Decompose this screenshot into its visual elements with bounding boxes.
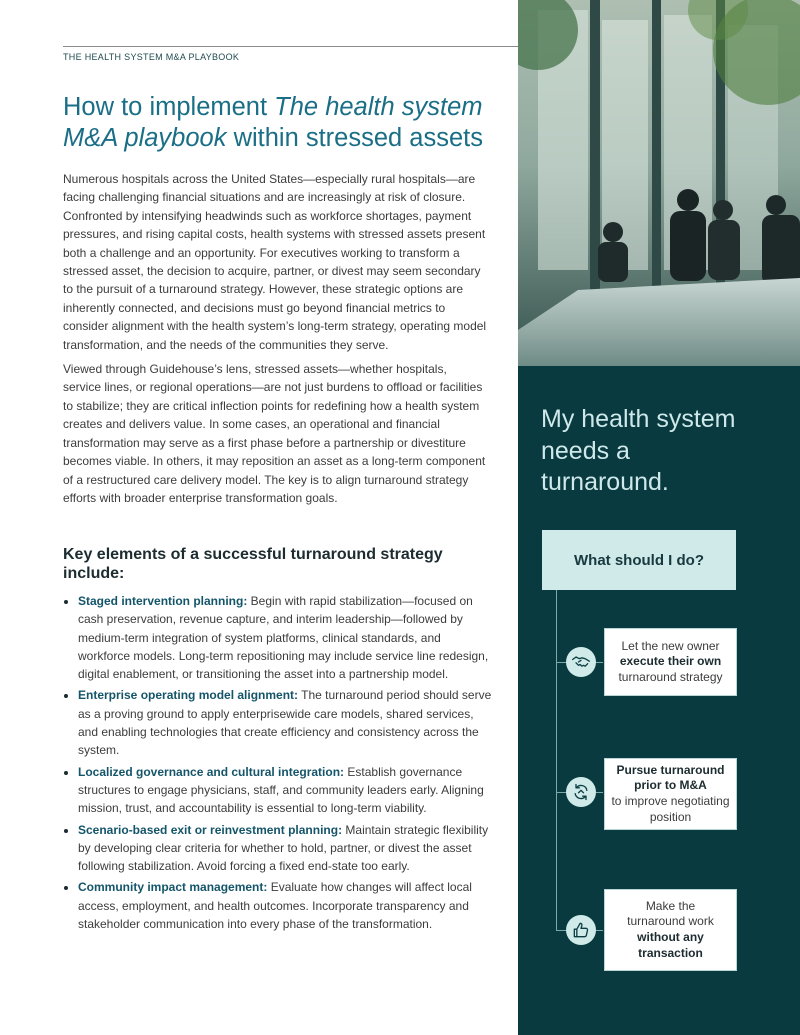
option-3-bold: without any transaction	[637, 930, 704, 960]
question-text: What should I do?	[574, 551, 704, 569]
meeting-room-photo	[518, 0, 800, 366]
handshake-icon	[566, 647, 596, 677]
list-item-label: Enterprise operating model alignment:	[78, 688, 299, 703]
list-item	[63, 763, 493, 818]
key-elements-heading: Key elements of a successful turnaround strategy include:	[63, 546, 443, 582]
option-card-2	[604, 758, 737, 830]
list-item	[63, 878, 493, 933]
list-item-label: Staged intervention planning:	[78, 594, 248, 608]
list-item-text: Begin with rapid stabilization—focused on cash preservation, revenue capture, and interim leadership—followed by medium-term integration of system platforms, clinical standards, and workforce models. Long-term repositioning may include service line redesign, digital enablement, or transitioning the asset into a partnership model.	[78, 594, 489, 682]
option-1-bold: execute their own	[619, 654, 722, 669]
tree-connector	[556, 590, 557, 931]
title-part-1: How to implement	[63, 93, 275, 121]
list-item-text: Maintain strategic flexibility by developing clear criteria for whether to hold, partner, or divest the asset following stabilization. Avoid forcing a fixed end-state too early.	[78, 822, 489, 874]
list-item-label: Localized governance and cultural integration:	[78, 764, 345, 779]
list-item	[63, 686, 493, 759]
question-box	[542, 530, 736, 590]
intro-paragraph-1: Numerous hospitals across the United States—especially rural hospitals—are facing challenging financial situations and are increasingly at risk of closure. Confronted by intensifying headwinds such as workforce shortages, payment pressures, and rising capital costs, health systems with stressed assets present both a challenge and an opportunity. For executives working to transform a stressed asset, the decision to acquire, partner, or divest may seem secondary to the pursuit of a turnaround strategy. However, these strategic options are inherently connected, and decisions must go beyond financial metrics to consider alignment with the health system’s long-term strategy, operating model transformation, and the needs of the communities they serve.	[63, 172, 487, 352]
running-head: THE HEALTH SYSTEM M&A PLAYBOOK	[63, 52, 240, 62]
title-italic: The health system M&A playbook	[63, 93, 483, 152]
intro-text	[63, 170, 488, 513]
list-item-label: Scenario-based exit or reinvestment planning:	[78, 822, 343, 837]
list-item-text: Establish governance structures to engage physicians, staff, and community leaders early. Aligning mission, trust, and accountability is essential to long-term viability.	[78, 764, 484, 816]
option-1-pre: Let the new owner	[621, 638, 720, 653]
title-part-2: within stressed assets	[226, 124, 484, 152]
page-title	[63, 92, 503, 154]
header-rule	[63, 46, 518, 47]
option-card-1	[604, 628, 737, 696]
cycle-arrows-icon	[566, 777, 596, 807]
list-item-text: The turnaround period should serve as a proving ground to apply enterprisewide care models, shared services, and enabling technologies that create efficiency and consistency across the system.	[78, 688, 492, 758]
key-elements-list	[63, 592, 493, 936]
thumbs-up-icon	[566, 915, 596, 945]
intro-paragraph-2: Viewed through Guidehouse’s lens, stressed assets—whether hospitals, service lines, or regional operations—are not just burdens to offload or facilities to stabilize; they are critical inflection points for redefining how a health system creates and delivers value. In some cases, an operational and financial transformation may serve as a first phase before a partnership or divestiture becomes viable. In others, it may reposition an asset as a long-term component of a restructured care delivery model. The key is to align turnaround strategy efforts with broader enterprise transformation goals.	[63, 362, 486, 505]
panel-title: My health system needs a turnaround.	[541, 405, 736, 496]
option-2-bold: Pursue turnaround prior to M&A	[616, 762, 725, 793]
list-item-text: Evaluate how changes will affect local access, employment, and health outcomes. Incorporate transparency and stakeholder communication into every phase of the transformation.	[78, 880, 472, 932]
list-item	[63, 592, 493, 683]
option-2-post: to improve negotiating position	[611, 794, 730, 824]
list-item	[63, 821, 493, 876]
list-item-label: Community impact management:	[78, 880, 268, 895]
option-1-post: turnaround strategy	[618, 669, 723, 684]
option-card-3	[604, 889, 737, 971]
option-3-pre: Make the turnaround work	[627, 898, 714, 929]
